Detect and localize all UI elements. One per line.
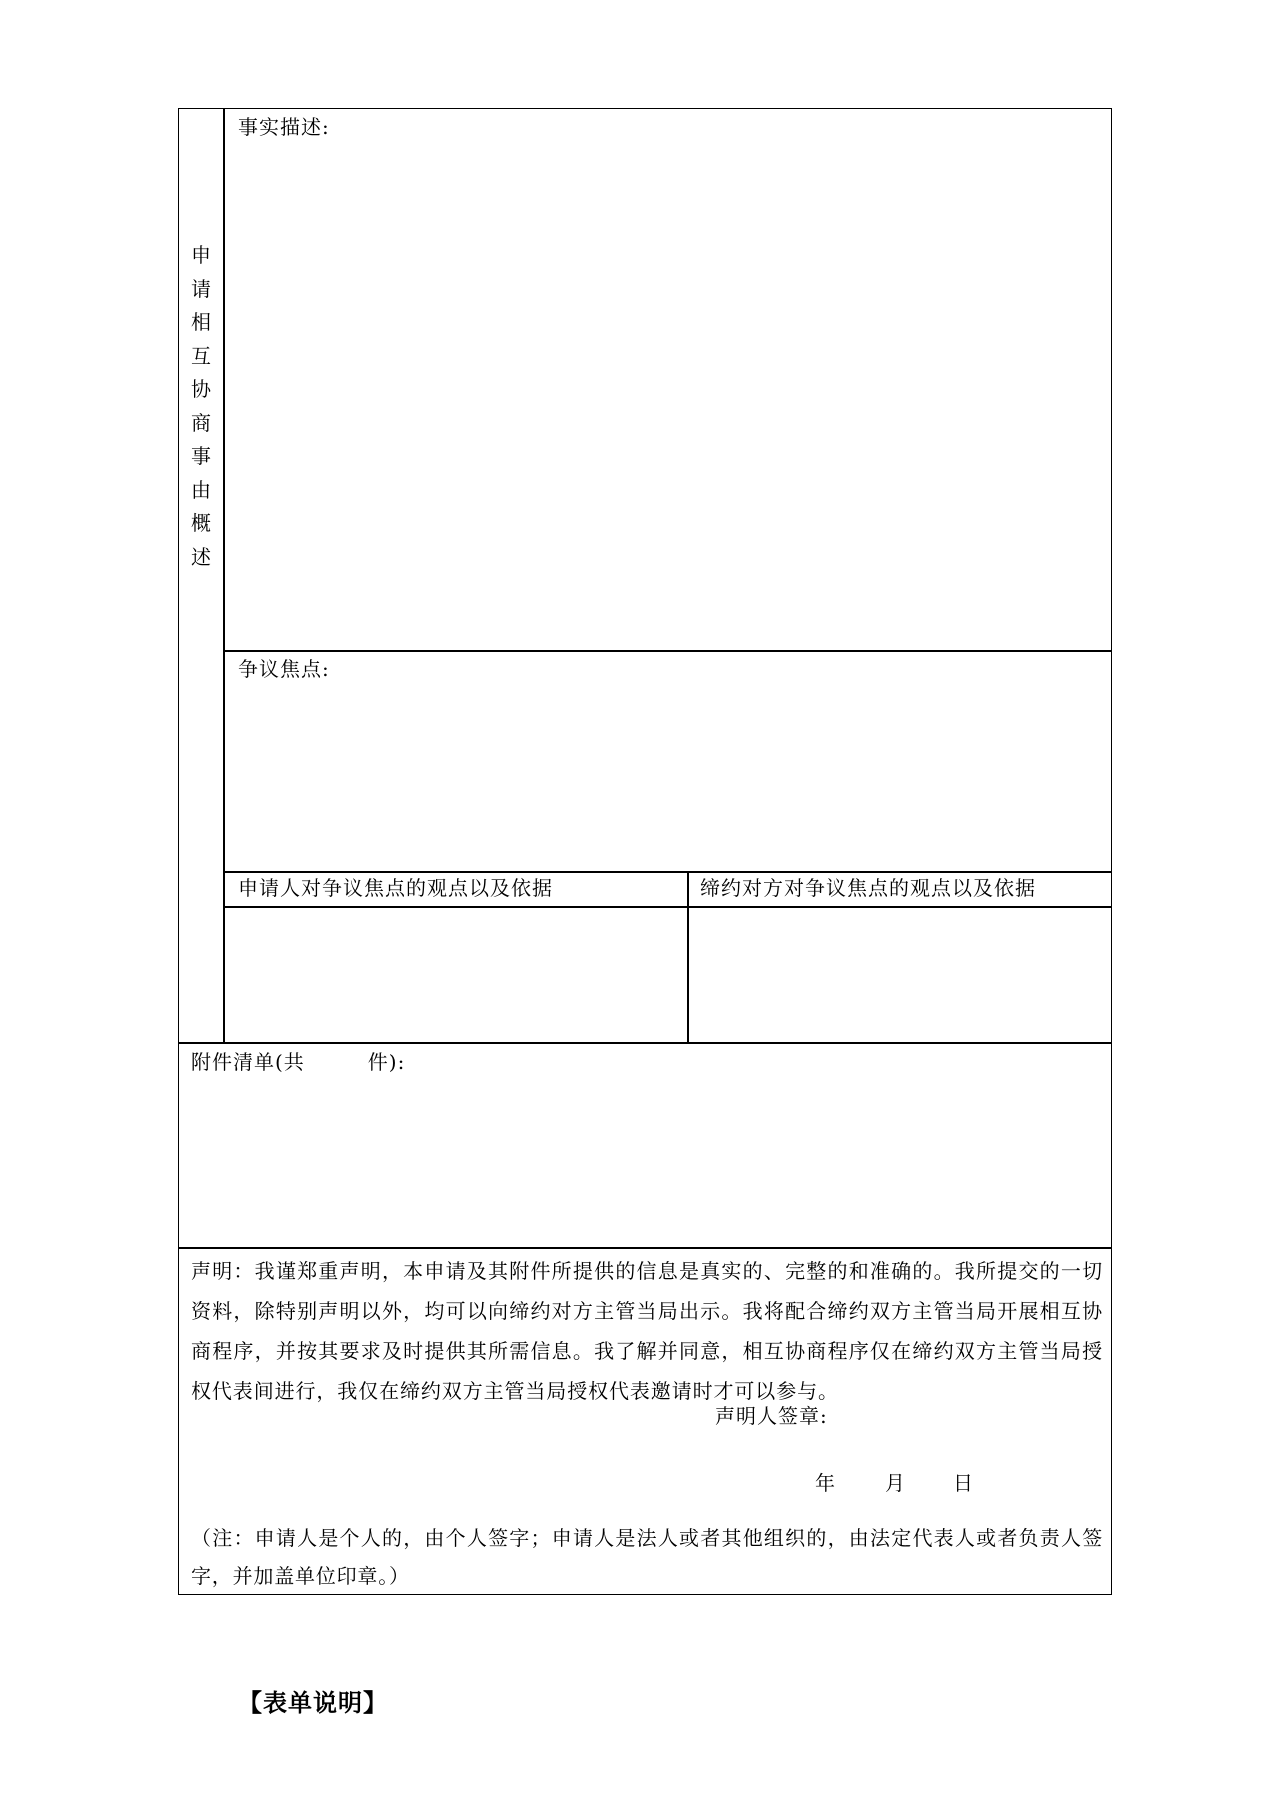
attachments-list-label: 附件清单(共 件): [191,1050,406,1074]
mutual-agreement-application-form [178,108,1112,1595]
attachments-bottom-border [179,1247,1111,1249]
applicant-view-field[interactable] [225,909,685,1041]
side-label-char: 商 [191,410,211,435]
side-label-char: 请 [191,276,211,301]
dispute-bottom-border [223,871,1111,873]
signature-note-text: （注：申请人是个人的，由个人签字；申请人是法人或者其他组织的，由法定代表人或者负责人签字，并加盖单位印章。） [191,1526,1103,1588]
dispute-focus-field[interactable] [225,687,1109,869]
date-month-label: 月 [885,1471,906,1495]
declaration-text: 声明：我谨郑重声明，本申请及其附件所提供的信息是真实的、完整的和准确的。我所提交的一切资料，除特别声明以外，均可以向缔约对方主管当局出示。我将配合缔约双方主管当局开展相互协商程序，并按其要求及时提供其所需信息。我了解并同意，相互协商程序仅在缔约双方主管当局授权代表间进行，我仅在缔约双方主管当局授权代表邀请时才可以参与。 [191,1259,1103,1403]
side-label-char: 申 [191,243,211,267]
counterparty-view-header: 缔约对方对争议焦点的观点以及依据 [700,876,1036,900]
facts-description-label: 事实描述: [238,115,330,139]
declarant-signature-label: 声明人签章: [715,1404,828,1428]
side-label-char: 述 [191,544,211,569]
views-column-divider [687,871,689,1043]
view-header-border [223,906,1111,908]
side-label-char: 互 [191,343,211,368]
form-instructions-heading: 【表单说明】 [238,1689,388,1717]
reason-section-bottom-border [179,1042,1111,1044]
side-label-char: 概 [191,511,211,535]
facts-bottom-border [223,650,1111,652]
applicant-view-header: 申请人对争议焦点的观点以及依据 [238,876,553,900]
side-label-char: 协 [191,377,211,401]
counterparty-view-field[interactable] [690,909,1109,1041]
date-day-label: 日 [953,1471,974,1495]
date-year-label: 年 [815,1471,836,1495]
side-label-char: 事 [191,444,211,468]
side-label-char: 相 [191,310,211,334]
facts-description-field[interactable] [225,145,1109,648]
attachments-list-field[interactable] [181,1081,1109,1245]
declarant-signature-field[interactable] [839,1399,1039,1433]
dispute-focus-label: 争议焦点: [238,657,330,681]
reason-summary-side-label [179,239,223,574]
side-label-char: 由 [191,477,211,502]
